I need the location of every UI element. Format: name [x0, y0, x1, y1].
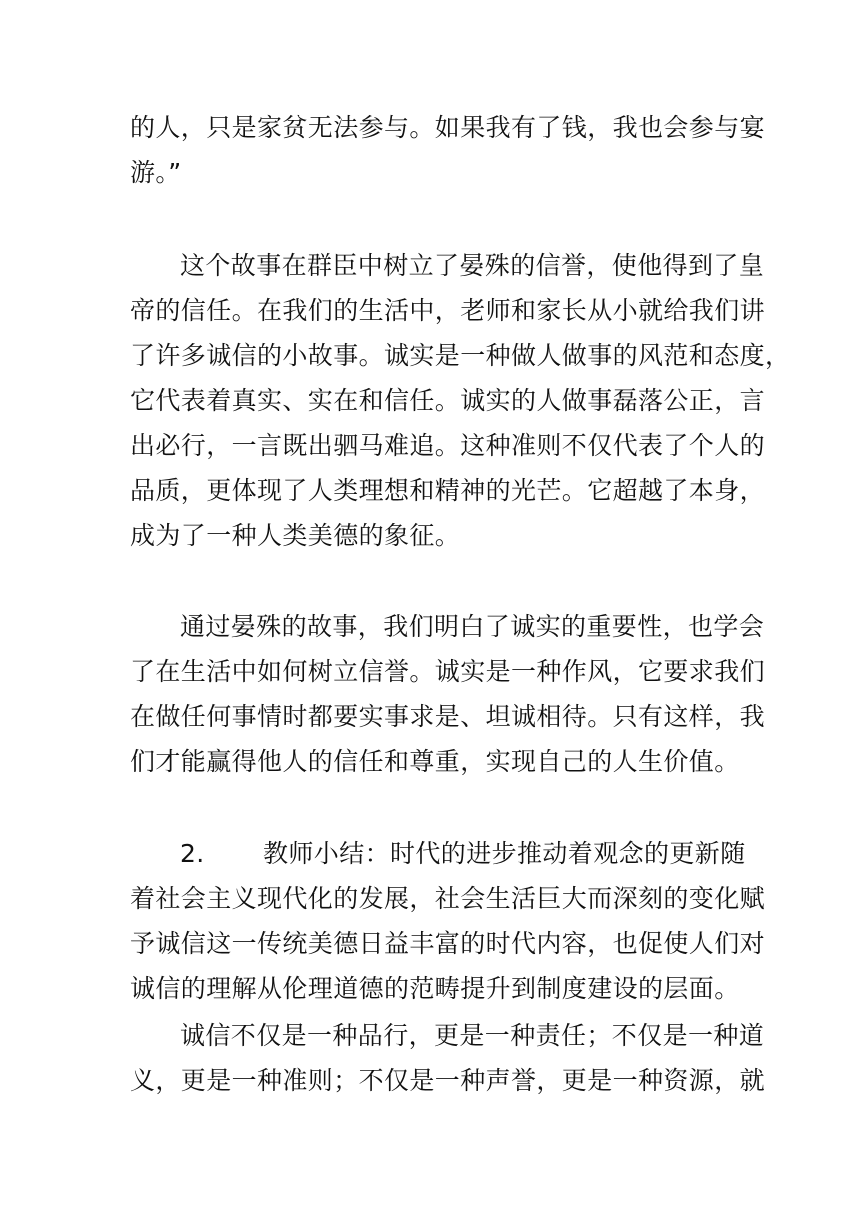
paragraph-4-line-4: 诚信的理解从伦理道德的范畴提升到制度建设的层面。: [130, 974, 740, 1003]
paragraph-1-line-1: 的人，只是家贫无法参与。如果我有了钱，我也会参与宴: [130, 113, 766, 142]
paragraph-3-line-2: 了在生活中如何树立信誉。诚实是一种作风，它要求我们: [130, 657, 766, 686]
paragraph-3-line-1: 通过晏殊的故事，我们明白了诚实的重要性，也学会: [180, 612, 765, 641]
paragraph-5-line-1: 诚信不仅是一种品行，更是一种责任；不仅是一种道: [180, 1021, 765, 1050]
paragraph-2-line-7: 成为了一种人类美德的象征。: [130, 521, 461, 550]
paragraph-4-line-2: 着社会主义现代化的发展，社会生活巨大而深刻的变化赋: [130, 884, 766, 913]
paragraph-2-line-2: 帝的信任。在我们的生活中，老师和家长从小就给我们讲: [130, 296, 766, 325]
paragraph-4-line-1: 教师小结：时代的进步推动着观念的更新随: [263, 839, 746, 868]
paragraph-3-line-4: 们才能赢得他人的信任和尊重，实现自己的人生价值。: [130, 747, 740, 776]
list-item-number: 2.: [180, 839, 205, 868]
paragraph-3-line-3: 在做任何事情时都要实事求是、坦诚相待。只有这样，我: [130, 702, 766, 731]
paragraph-2-line-5: 出必行，一言既出驷马难追。这种准则不仅代表了个人的: [130, 431, 766, 460]
paragraph-5-line-2: 义，更是一种准则；不仅是一种声誉，更是一种资源，就: [130, 1066, 766, 1095]
paragraph-1-line-2: 游。”: [130, 158, 182, 187]
paragraph-2-line-1: 这个故事在群臣中树立了晏殊的信誉，使他得到了皇: [180, 251, 765, 280]
paragraph-4-line-3: 予诚信这一传统美德日益丰富的时代内容，也促使人们对: [130, 929, 766, 958]
paragraph-2-line-6: 品质，更体现了人类理想和精神的光芒。它超越了本身，: [130, 476, 766, 505]
paragraph-2-line-4: 它代表着真实、实在和信任。诚实的人做事磊落公正，言: [130, 386, 766, 415]
paragraph-2-line-3: 了许多诚信的小故事。诚实是一种做人做事的风范和态度，: [130, 341, 791, 370]
